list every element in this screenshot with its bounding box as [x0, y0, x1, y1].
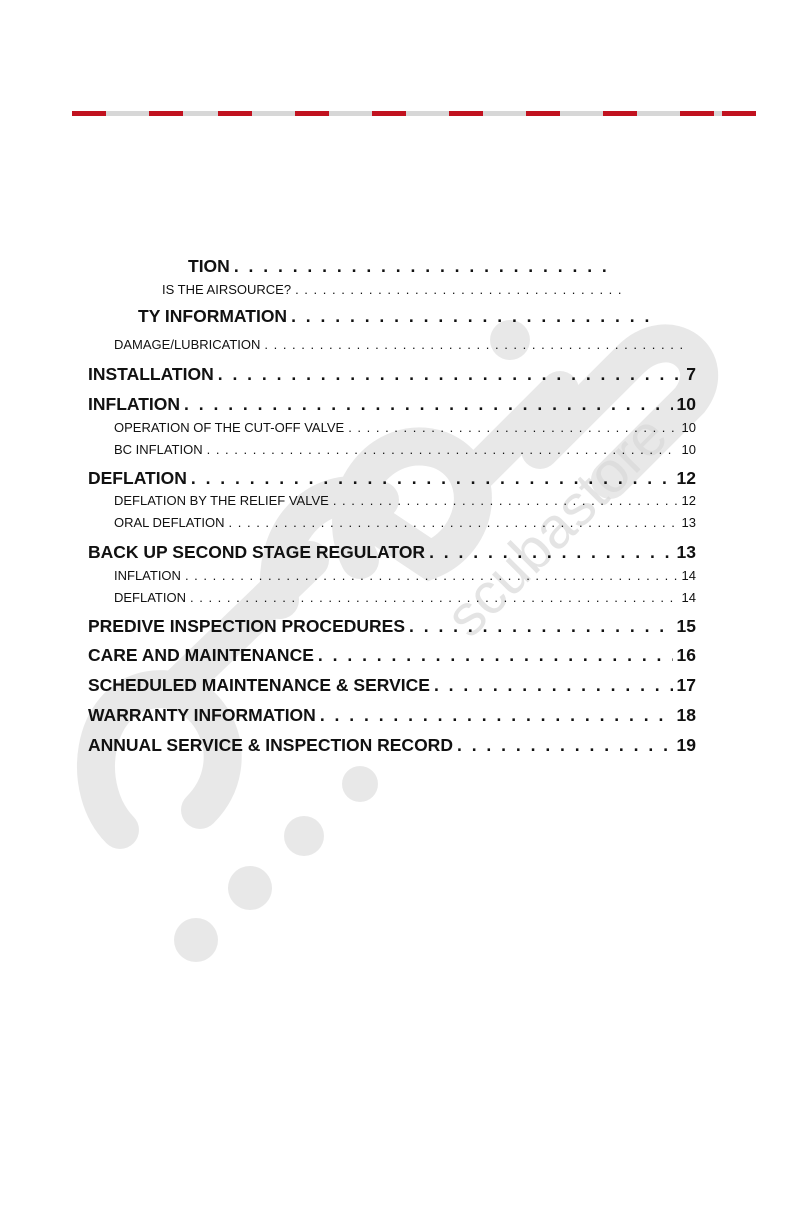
toc-entry-page: 13 [676, 542, 696, 562]
toc-entry-label: DEFLATION [88, 468, 187, 488]
toc-leader-dots [429, 542, 672, 563]
toc-entry-page: 10 [676, 394, 696, 414]
toc-entry[interactable] [114, 337, 688, 352]
toc-entry-label: WARRANTY INFORMATION [88, 705, 316, 725]
toc-leader-dots [234, 256, 606, 277]
toc-entry-page: 12 [676, 468, 696, 488]
toc-leader-dots [409, 616, 673, 637]
toc-entry-page: 15 [676, 616, 696, 636]
toc-leader-dots [291, 306, 654, 327]
toc-entry-page: 18 [676, 705, 696, 725]
toc-leader-dots [218, 364, 683, 385]
toc-entry[interactable] [114, 590, 696, 605]
toc-entry-label: DAMAGE/LUBRICATION [114, 337, 261, 352]
toc-entry[interactable] [88, 616, 696, 637]
toc-leader-dots [190, 590, 678, 605]
toc-entry-label: INFLATION [88, 394, 181, 414]
toc-entry-page: 19 [676, 735, 696, 755]
toc-entry-page: 13 [681, 515, 696, 530]
toc-entry-label: OPERATION OF THE CUT-OFF VALVE [114, 420, 345, 435]
toc-entry-page: 10 [681, 420, 696, 435]
toc-entry-label: ORAL DEFLATION [114, 515, 225, 530]
toc-entry-page: 17 [676, 675, 696, 695]
toc-entry-label: BACK UP SECOND STAGE REGULATOR [88, 542, 426, 562]
toc-entry[interactable] [114, 493, 696, 508]
toc-leader-dots [333, 493, 678, 508]
toc-entry-label: ANNUAL SERVICE & INSPECTION RECORD [88, 735, 453, 755]
toc-entry[interactable] [88, 364, 696, 385]
toc-entry-label: SCHEDULED MAINTENANCE & SERVICE [88, 675, 430, 695]
toc-entry[interactable] [114, 568, 696, 583]
toc-entry-label: PREDIVE INSPECTION PROCEDURES [88, 616, 405, 636]
watermark-tagline: scubastore [433, 402, 680, 650]
toc-leader-dots [185, 568, 678, 583]
toc-entry[interactable] [138, 306, 658, 327]
toc-leader-dots [207, 442, 678, 457]
toc-entry-page: 14 [681, 590, 696, 605]
toc-entry[interactable] [114, 515, 696, 530]
toc-leader-dots [229, 515, 678, 530]
toc-entry-label: DEFLATION [114, 590, 186, 605]
toc-entry[interactable] [88, 705, 696, 726]
toc-leader-dots [191, 468, 673, 489]
toc-entry-page: 7 [686, 364, 696, 384]
toc-leader-dots [434, 675, 673, 696]
toc-entry-label: CARE AND MAINTENANCE [88, 645, 314, 665]
toc-entry-page: 10 [681, 442, 696, 457]
toc-entry[interactable] [114, 420, 696, 435]
toc-leader-dots [320, 705, 673, 726]
toc-entry[interactable] [88, 394, 696, 415]
toc-entry[interactable] [88, 468, 696, 489]
toc-leader-dots [264, 337, 684, 352]
toc-entry[interactable] [114, 442, 696, 457]
toc-entry[interactable] [188, 256, 610, 277]
toc-entry[interactable] [88, 675, 696, 696]
toc-entry-page: 16 [676, 645, 696, 665]
toc-leader-dots [295, 282, 628, 297]
toc-leader-dots [457, 735, 673, 756]
toc-entry-page: 12 [681, 493, 696, 508]
toc-entry[interactable] [162, 282, 632, 297]
toc-entry-label: TY INFORMATION [138, 306, 288, 326]
toc-entry-label: IS THE AIRSOURCE? [162, 282, 292, 297]
toc-leader-dots [184, 394, 673, 415]
toc-leader-dots [318, 645, 673, 666]
toc-entry[interactable] [88, 645, 696, 666]
toc-entry[interactable] [88, 735, 696, 756]
toc-entry-label: DEFLATION BY THE RELIEF VALVE [114, 493, 329, 508]
toc-entry-label: BC INFLATION [114, 442, 203, 457]
toc-entry-label: INSTALLATION [88, 364, 214, 384]
toc-entry[interactable] [88, 542, 696, 563]
toc-leader-dots [348, 420, 677, 435]
toc-entry-label: TION [188, 256, 230, 276]
toc-entry-label: INFLATION [114, 568, 181, 583]
toc-entry-page: 14 [681, 568, 696, 583]
